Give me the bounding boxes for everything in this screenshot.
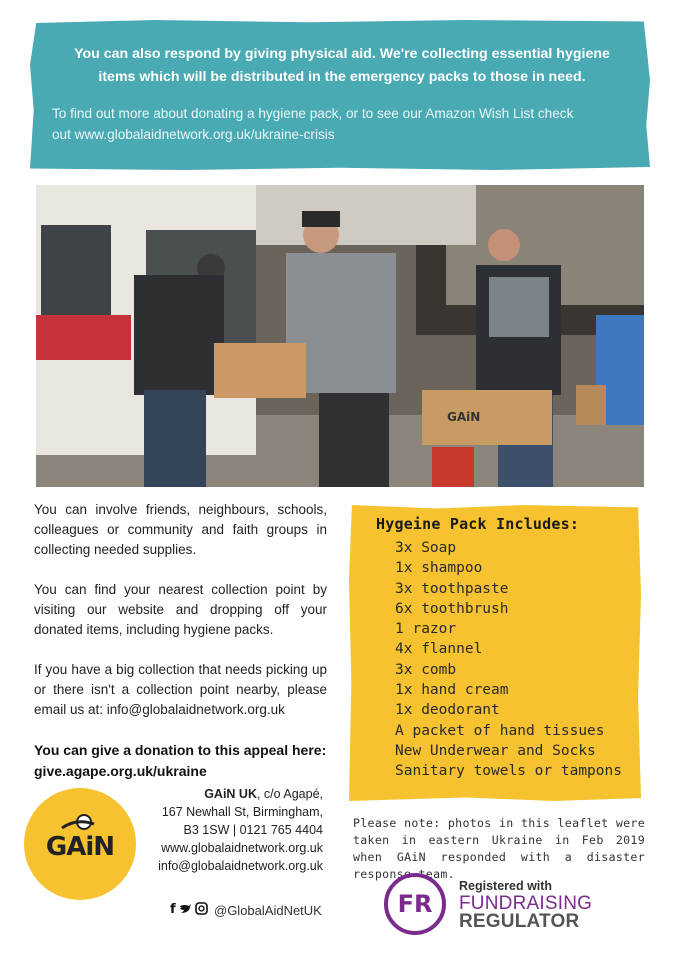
regulator-text: REGULATOR [459, 911, 580, 932]
involve-paragraph: You can involve friends, neighbours, schools, colleagues or community and faith groups in collecting needed supplies. [34, 502, 327, 557]
hygiene-pack-list [395, 538, 622, 782]
fundraising-regulator-mark [384, 873, 446, 935]
email-link[interactable]: info@globalaidnetwork.org.uk [158, 859, 323, 873]
address-care-of: , c/o Agapé, [256, 787, 323, 801]
banner-info-line-2: out www.globalaidnetwork.org.uk/ukraine-crisis [52, 127, 335, 142]
registered-with-text: Registered with [459, 879, 553, 893]
pack-item: 1x hand cream [395, 682, 509, 699]
pickup-paragraph: If you have a big collection that needs picking up or there isn't a collection point nearby, please email us at: info@globalaidnetwork.org.uk [34, 662, 327, 717]
pack-item: Sanitary towels or tampons [395, 763, 622, 780]
pack-item: 6x toothbrush [395, 600, 509, 617]
facebook-twitter-instagram-icon[interactable] [170, 902, 210, 915]
banner-headline [52, 43, 632, 89]
pack-item: 3x comb [395, 661, 457, 678]
donation-link[interactable]: give.agape.org.uk/ukraine [34, 763, 207, 779]
box-label: GAiN [447, 410, 481, 424]
banner-info [52, 103, 632, 145]
social-handle[interactable]: @GlobalAidNetUK [214, 902, 322, 918]
hygiene-pack-title: Hygeine Pack Includes: [376, 515, 580, 533]
pack-item: New Underwear and Socks [395, 742, 596, 759]
pack-item: 3x Soap [395, 540, 457, 556]
social-links [170, 902, 322, 918]
address-line-2: 167 Newhall St, Birmingham, [161, 805, 323, 819]
banner-headline-line-1: You can also respond by giving physical aid. We're collecting essential hygiene [74, 46, 610, 62]
gain-logo-text: GAiN [45, 832, 115, 862]
donation-line-1: You can give a donation to this appeal here: [34, 742, 327, 758]
collection-point-paragraph: You can find your nearest collection point by visiting our website and dropping off your donated items, including hygiene packs. [34, 582, 327, 637]
volunteers-photo [36, 185, 644, 487]
donation-text [34, 740, 327, 782]
fundraising-text: FUNDRAISING [459, 893, 593, 914]
address-line-3: B3 1SW | 0121 765 4404 [183, 823, 323, 837]
svg-text:f: f [170, 902, 177, 915]
photo-note: Please note: photos in this leaflet were taken in eastern Ukraine in Feb 2019 when GAiN responded with a disaster response team. [353, 816, 645, 881]
address-line-1 [142, 785, 323, 803]
website-link[interactable]: www.globalaidnetwork.org.uk [161, 841, 323, 855]
pack-item: A packet of hand tissues [395, 722, 605, 739]
info-column [34, 500, 327, 782]
pack-item: 4x flannel [395, 641, 483, 658]
fr-mark-text: FR [397, 890, 433, 918]
pack-item: 3x toothpaste [395, 580, 509, 597]
contact-address [142, 785, 323, 875]
org-name: GAiN UK [204, 787, 257, 801]
gain-logo [24, 788, 136, 900]
banner-headline-line-2: items which will be distributed in the emergency packs to those in need. [98, 69, 586, 85]
pack-item: 1x deodorant [395, 702, 500, 719]
social-icons[interactable] [170, 902, 210, 918]
pack-item: 1x shampoo [395, 560, 483, 577]
banner-info-line-1: To find out more about donating a hygiene pack, or to see our Amazon Wish List check [52, 106, 574, 121]
pack-item: 1 razor [395, 621, 457, 638]
